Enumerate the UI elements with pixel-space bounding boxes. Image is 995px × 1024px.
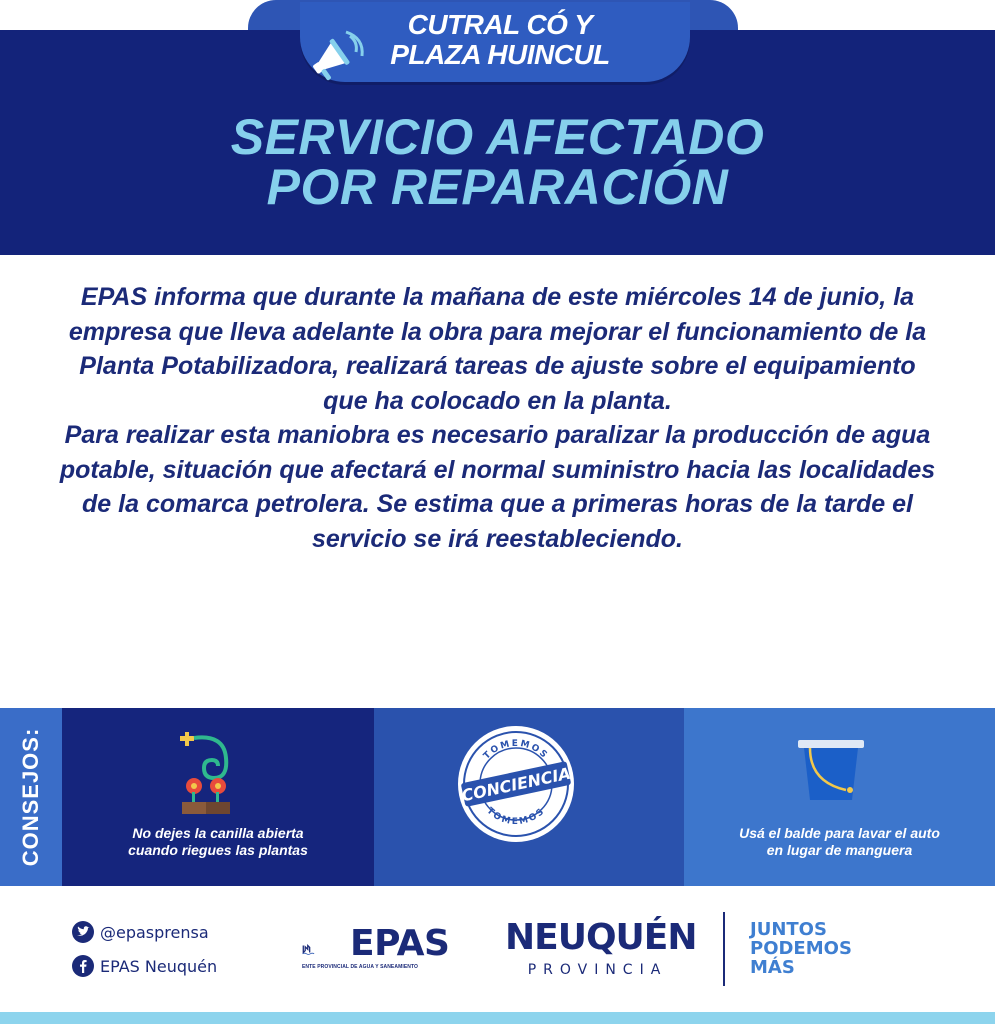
social-links bbox=[72, 920, 217, 988]
announcement-text bbox=[55, 280, 940, 556]
twitter-handle: @epasprensa bbox=[100, 922, 209, 942]
bottom-accent-bar bbox=[0, 1012, 995, 1024]
location-title bbox=[330, 10, 670, 70]
main-title bbox=[0, 109, 995, 215]
tips-band bbox=[0, 708, 995, 886]
slogan-line-1: JUNTOS bbox=[750, 919, 827, 940]
tips-side-panel bbox=[0, 708, 62, 886]
tip-bucket-line-2: en lugar de manguera bbox=[766, 842, 913, 858]
footer-divider bbox=[723, 912, 725, 986]
neuquen-logo bbox=[505, 917, 697, 978]
tip-plants-caption bbox=[62, 825, 374, 859]
conciencia-badge bbox=[454, 722, 578, 846]
announcement-paragraph-1: EPAS informa que durante la mañana de este miércoles 14 de junio, la empresa que lleva adelante la obra para mejorar el funcionamiento de la Planta Potabilizadora, realizará tareas de ajuste sobre el equipamiento que ha colocado en la planta. bbox=[68, 283, 927, 415]
location-line-1: CUTRAL CÓ Y bbox=[407, 9, 593, 40]
tip-bucket-caption bbox=[684, 825, 995, 859]
main-title-line-1: SERVICIO AFECTADO bbox=[230, 109, 765, 165]
slogan-line-2: PODEMOS bbox=[750, 938, 852, 959]
location-line-2: PLAZA HUINCUL bbox=[390, 39, 610, 70]
tip-plants-line-2: cuando riegues las plantas bbox=[128, 842, 308, 858]
badge-bottom-text: TOMEMOS bbox=[484, 806, 548, 828]
watering-plants-icon bbox=[174, 728, 240, 818]
provincia-wordmark: PROVINCIA bbox=[527, 962, 668, 978]
tip-bucket-line-1: Usá el balde para lavar el auto bbox=[739, 825, 940, 841]
neuquen-wordmark: NEUQUÉN bbox=[505, 917, 697, 958]
facebook-page: EPAS Neuquén bbox=[100, 956, 218, 976]
conciencia-panel bbox=[374, 708, 684, 886]
slogan bbox=[750, 920, 852, 977]
epas-subtitle: ENTE PROVINCIAL DE AGUA Y SANEAMIENTO bbox=[302, 964, 419, 970]
facebook-icon bbox=[72, 955, 94, 977]
epas-wordmark: EPAS bbox=[350, 923, 450, 964]
tips-label: CONSEJOS: bbox=[18, 727, 43, 867]
twitter-icon bbox=[72, 921, 94, 943]
tip-plants-line-1: No dejes la canilla abierta bbox=[132, 825, 304, 841]
announcement-paragraph-2: Para realizar esta maniobra es necesario paralizar la producción de agua potable, situación que afectará el normal suministro hacia las localidades de la comarca petrolera. Se estima que a primeras horas de la tarde el servicio se irá reestableciendo. bbox=[59, 421, 936, 553]
badge-main-text: CONCIENCIA bbox=[459, 763, 573, 806]
main-title-line-2: POR REPARACIÓN bbox=[266, 159, 729, 215]
facebook-link[interactable] bbox=[72, 954, 217, 978]
twitter-link[interactable] bbox=[72, 920, 217, 944]
tip-bucket-panel bbox=[684, 708, 995, 886]
tip-plants-panel bbox=[62, 708, 374, 886]
badge-top-text: TOMEMOS bbox=[481, 738, 551, 762]
slogan-line-3: MÁS bbox=[750, 957, 795, 978]
bucket-icon bbox=[796, 736, 866, 806]
